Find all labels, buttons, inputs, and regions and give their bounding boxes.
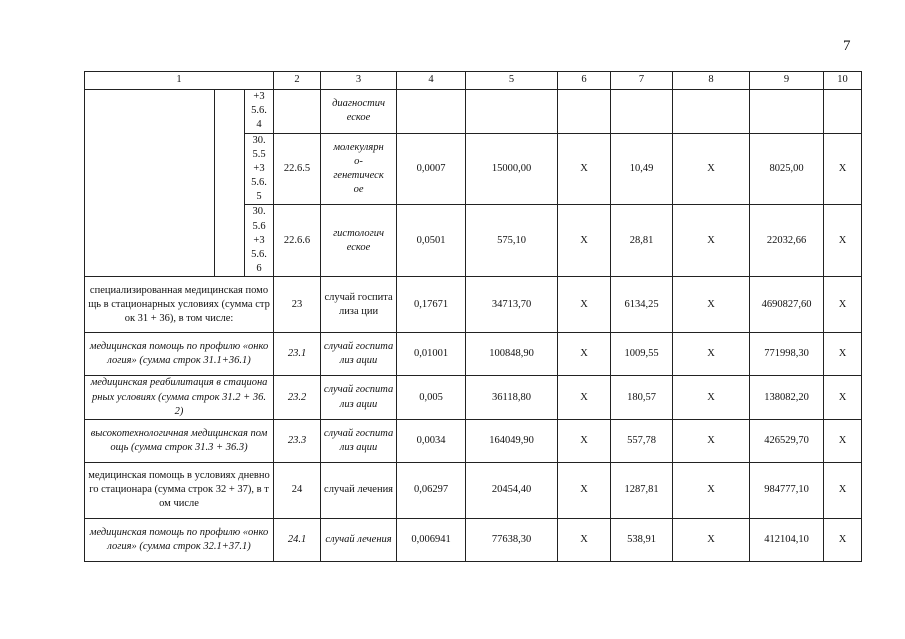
value-cell: Х (824, 277, 862, 333)
value-cell: Х (824, 205, 862, 277)
value-cell: Х (673, 133, 750, 205)
value-cell: Х (558, 133, 611, 205)
group-label-cell (215, 90, 245, 277)
value-cell: 412104,10 (750, 518, 824, 561)
value-cell: Х (824, 333, 862, 376)
value-cell (824, 90, 862, 134)
header-cell: 8 (673, 72, 750, 90)
value-cell: 20454,40 (466, 462, 558, 518)
value-cell: Х (673, 333, 750, 376)
table-row (85, 333, 862, 376)
value-cell: Х (558, 277, 611, 333)
value-cell: 0,0034 (397, 419, 466, 462)
row-number-cell: 24.1 (274, 518, 321, 561)
value-cell: Х (673, 518, 750, 561)
value-cell: Х (824, 462, 862, 518)
value-cell: Х (673, 419, 750, 462)
header-cell: 5 (466, 72, 558, 90)
value-cell: Х (558, 376, 611, 420)
value-cell: 984777,10 (750, 462, 824, 518)
value-cell: 164049,90 (466, 419, 558, 462)
unit-cell: случай госпитализа ции (321, 277, 397, 333)
header-cell: 6 (558, 72, 611, 90)
unit-cell: диагностич еское (321, 90, 397, 134)
value-cell (558, 90, 611, 134)
value-cell (611, 90, 673, 134)
value-cell: 28,81 (611, 205, 673, 277)
value-cell: Х (673, 462, 750, 518)
table-row (85, 419, 862, 462)
value-cell: 22032,66 (750, 205, 824, 277)
value-cell: 0,0501 (397, 205, 466, 277)
value-cell: 138082,20 (750, 376, 824, 420)
table-row (85, 90, 862, 134)
value-cell: Х (673, 376, 750, 420)
value-cell: 180,57 (611, 376, 673, 420)
value-cell: Х (558, 205, 611, 277)
value-cell: Х (824, 419, 862, 462)
code-cell: 30. 5.6 +3 5.6. 6 (245, 205, 274, 277)
value-cell: Х (558, 333, 611, 376)
code-cell: +3 5.6. 4 (245, 90, 274, 134)
row-number-cell: 22.6.6 (274, 205, 321, 277)
value-cell: 10,49 (611, 133, 673, 205)
value-cell: 15000,00 (466, 133, 558, 205)
row-label-cell: медицинская помощь по профилю «онкология» (сумма строк 32.1+37.1) (85, 518, 274, 561)
table-row (85, 277, 862, 333)
row-number-cell: 23.1 (274, 333, 321, 376)
row-number-cell: 23.3 (274, 419, 321, 462)
value-cell: 557,78 (611, 419, 673, 462)
value-cell: 0,01001 (397, 333, 466, 376)
header-cell: 7 (611, 72, 673, 90)
value-cell: 771998,30 (750, 333, 824, 376)
value-cell: Х (824, 376, 862, 420)
table-row (85, 376, 862, 420)
value-cell: 575,10 (466, 205, 558, 277)
unit-cell: молекулярн о- генетическ ое (321, 133, 397, 205)
unit-cell: случай лечения (321, 462, 397, 518)
table-row (85, 462, 862, 518)
code-cell: 30. 5.5 +3 5.6. 5 (245, 133, 274, 205)
value-cell: Х (558, 462, 611, 518)
row-number-cell: 22.6.5 (274, 133, 321, 205)
row-number-cell: 23.2 (274, 376, 321, 420)
value-cell (466, 90, 558, 134)
value-cell (673, 90, 750, 134)
header-cell: 10 (824, 72, 862, 90)
unit-cell: случай госпитализ ации (321, 376, 397, 420)
header-cell: 1 (85, 72, 274, 90)
value-cell: 0,006941 (397, 518, 466, 561)
indicators-table (84, 71, 862, 562)
value-cell: 77638,30 (466, 518, 558, 561)
value-cell: 0,005 (397, 376, 466, 420)
header-row (85, 72, 862, 90)
value-cell: Х (558, 518, 611, 561)
group-label-cell (85, 90, 215, 277)
value-cell: Х (824, 133, 862, 205)
header-cell: 3 (321, 72, 397, 90)
value-cell: 6134,25 (611, 277, 673, 333)
value-cell: 34713,70 (466, 277, 558, 333)
header-cell: 4 (397, 72, 466, 90)
value-cell: 100848,90 (466, 333, 558, 376)
value-cell: 4690827,60 (750, 277, 824, 333)
value-cell: Х (673, 277, 750, 333)
row-number-cell: 23 (274, 277, 321, 333)
row-number-cell (274, 90, 321, 134)
value-cell: 1287,81 (611, 462, 673, 518)
row-label-cell: высокотехнологичная медицинская помощь (сумма строк 31.3 + 36.3) (85, 419, 274, 462)
value-cell: 8025,00 (750, 133, 824, 205)
row-number-cell: 24 (274, 462, 321, 518)
row-label-cell: медицинская помощь по профилю «онкология» (сумма строк 31.1+36.1) (85, 333, 274, 376)
value-cell (397, 90, 466, 134)
value-cell: 0,06297 (397, 462, 466, 518)
unit-cell: случай лечения (321, 518, 397, 561)
value-cell: Х (824, 518, 862, 561)
value-cell: 36118,80 (466, 376, 558, 420)
table-row (85, 518, 862, 561)
value-cell: 0,17671 (397, 277, 466, 333)
header-cell: 9 (750, 72, 824, 90)
row-label-cell: специализированная медицинская помощь в стационарных условиях (сумма строк 31 + 36), в том числе: (85, 277, 274, 333)
unit-cell: гистологич еское (321, 205, 397, 277)
value-cell: Х (558, 419, 611, 462)
value-cell: 0,0007 (397, 133, 466, 205)
value-cell: 426529,70 (750, 419, 824, 462)
row-label-cell: медицинская реабилитация в стационарных условиях (сумма строк 31.2 + 36.2) (85, 376, 274, 420)
page-number: 7 (843, 38, 851, 54)
value-cell (750, 90, 824, 134)
row-label-cell: медицинская помощь в условиях дневного стационара (сумма строк 32 + 37), в том числе (85, 462, 274, 518)
unit-cell: случай госпитализ ации (321, 419, 397, 462)
unit-cell: случай госпитализ ации (321, 333, 397, 376)
header-cell: 2 (274, 72, 321, 90)
value-cell: 538,91 (611, 518, 673, 561)
value-cell: 1009,55 (611, 333, 673, 376)
value-cell: Х (673, 205, 750, 277)
